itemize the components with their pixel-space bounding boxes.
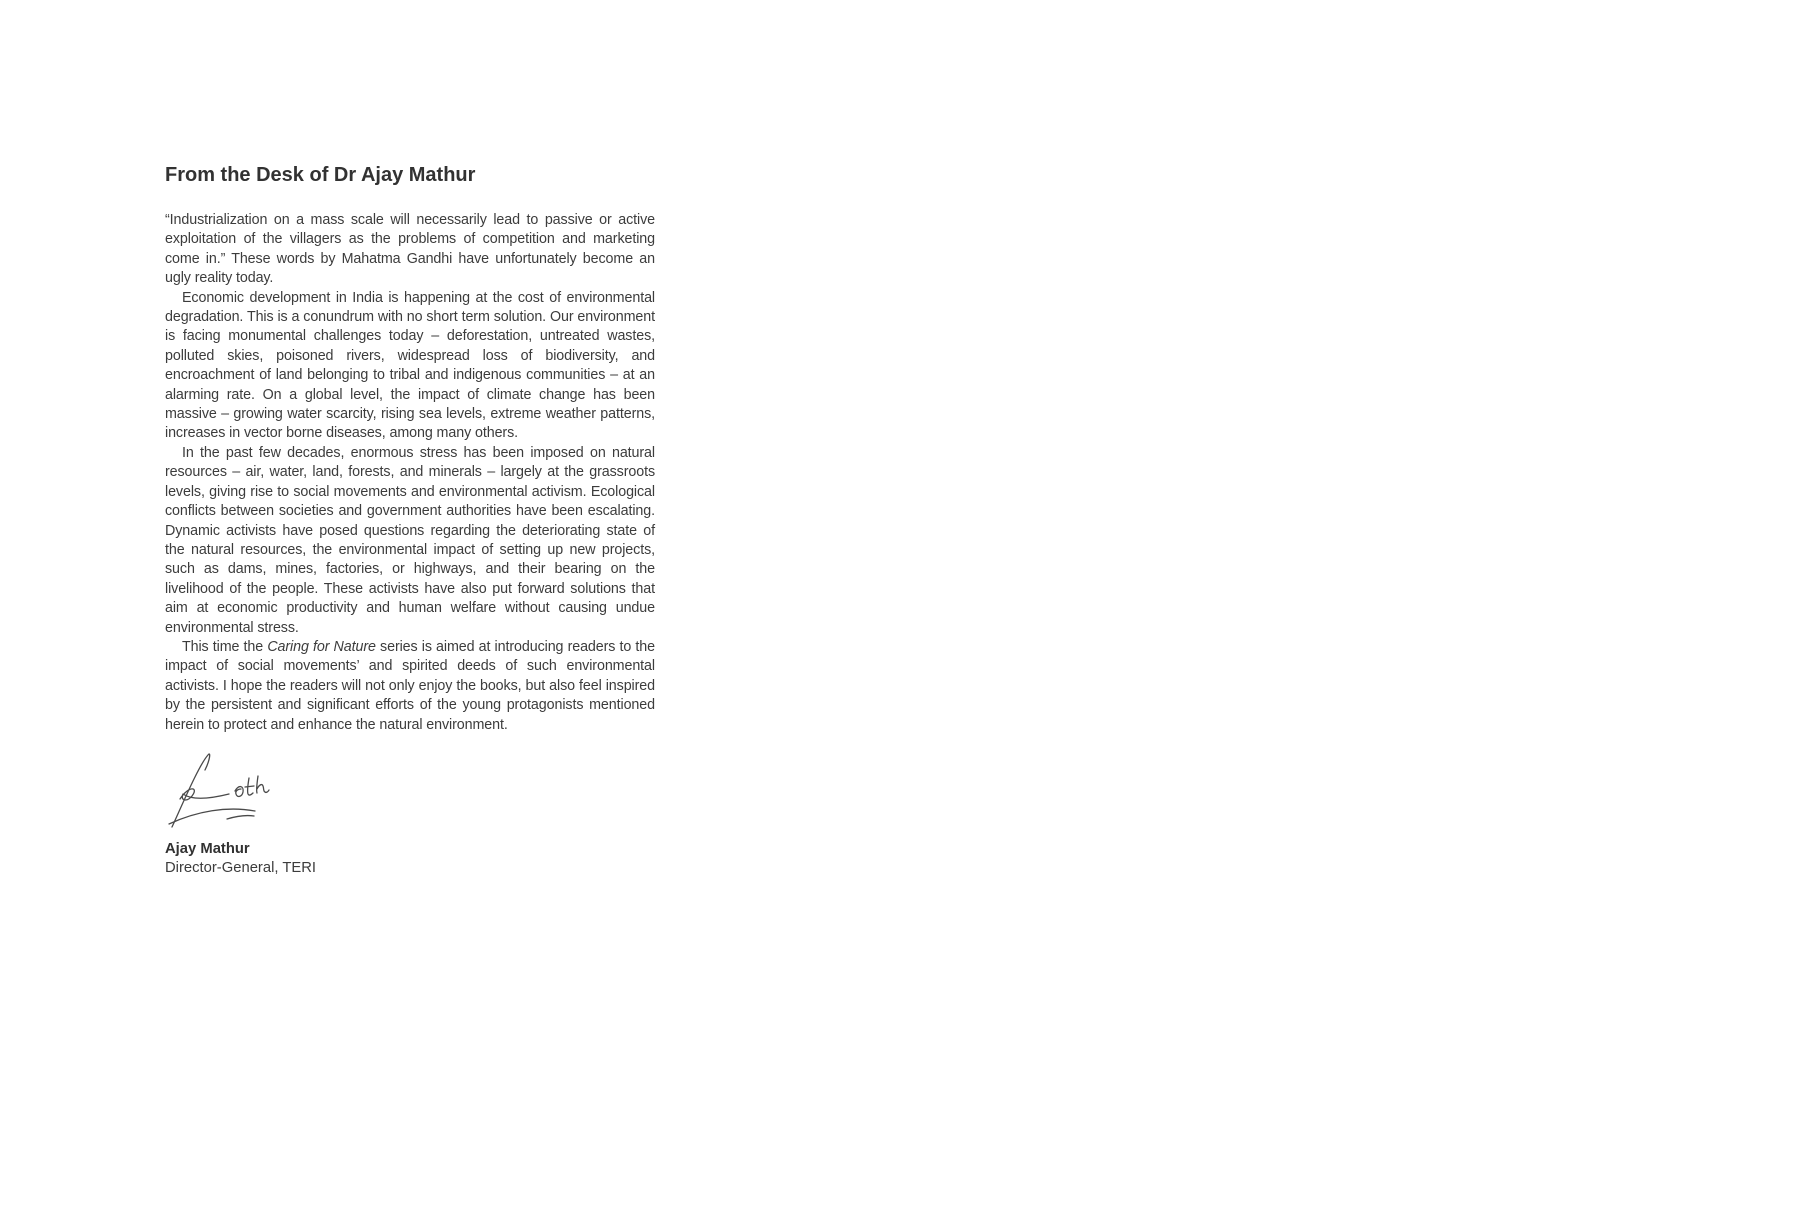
- paragraph-text-before: This time the: [182, 638, 268, 655]
- paragraph-economic-development: Economic development in India is happening at the cost of environmental degradation. This is a conundrum with no short term solution. Our environment is facing monumental challenges today – deforestation, untreated wastes, polluted skies, poisoned rivers, widespread loss of biodiversity, and encroachment of land belonging to tribal and indigenous communities – at an alarming rate. On a global level, the impact of climate change has been massive – growing water scarcity, rising sea levels, extreme weather patterns, increases in vector borne diseases, among many others.: [165, 289, 655, 442]
- signature-scribble-icon: [165, 751, 297, 829]
- page-title: From the Desk of Dr Ajay Mathur: [165, 164, 476, 186]
- signatory-role: Director-General, TERI: [165, 859, 317, 876]
- signature-image: [165, 751, 297, 829]
- paragraph-text-after: series is aimed at introducing readers to the impact of social movements’ and spirited deeds of such environmental activists. I hope the readers will not only enjoy the books, but also feel inspired by the persistent and significant efforts of the young protagonists mentioned herein to protect and enhance the natural environment.: [165, 638, 655, 733]
- signatory-name: Ajay Mathur: [165, 840, 250, 857]
- paragraph-quote: “Industrialization on a mass scale will necessarily lead to passive or active exploitation of the villagers as the problems of competition and marketing come in.” These words by Mahatma Gandhi have unfortunately become an ugly reality today.: [165, 212, 655, 287]
- series-title: Caring for Nature: [267, 638, 376, 655]
- paragraph-series-intro: [165, 638, 655, 735]
- paragraph-natural-resources: In the past few decades, enormous stress has been imposed on natural resources – air, water, land, forests, and minerals – largely at the grassroots levels, giving rise to social movements and environmental activism. Ecological conflicts between societies and government authorities have been escalating. Dynamic activists have posed questions regarding the deteriorating state of the natural resources, the environmental impact of setting up new projects, such as dams, mines, factories, or highways, and their bearing on the livelihood of the people. These activists have also put forward solutions that aim at economic productivity and human welfare without causing undue environmental stress.: [165, 444, 655, 636]
- letter-content: [165, 164, 655, 876]
